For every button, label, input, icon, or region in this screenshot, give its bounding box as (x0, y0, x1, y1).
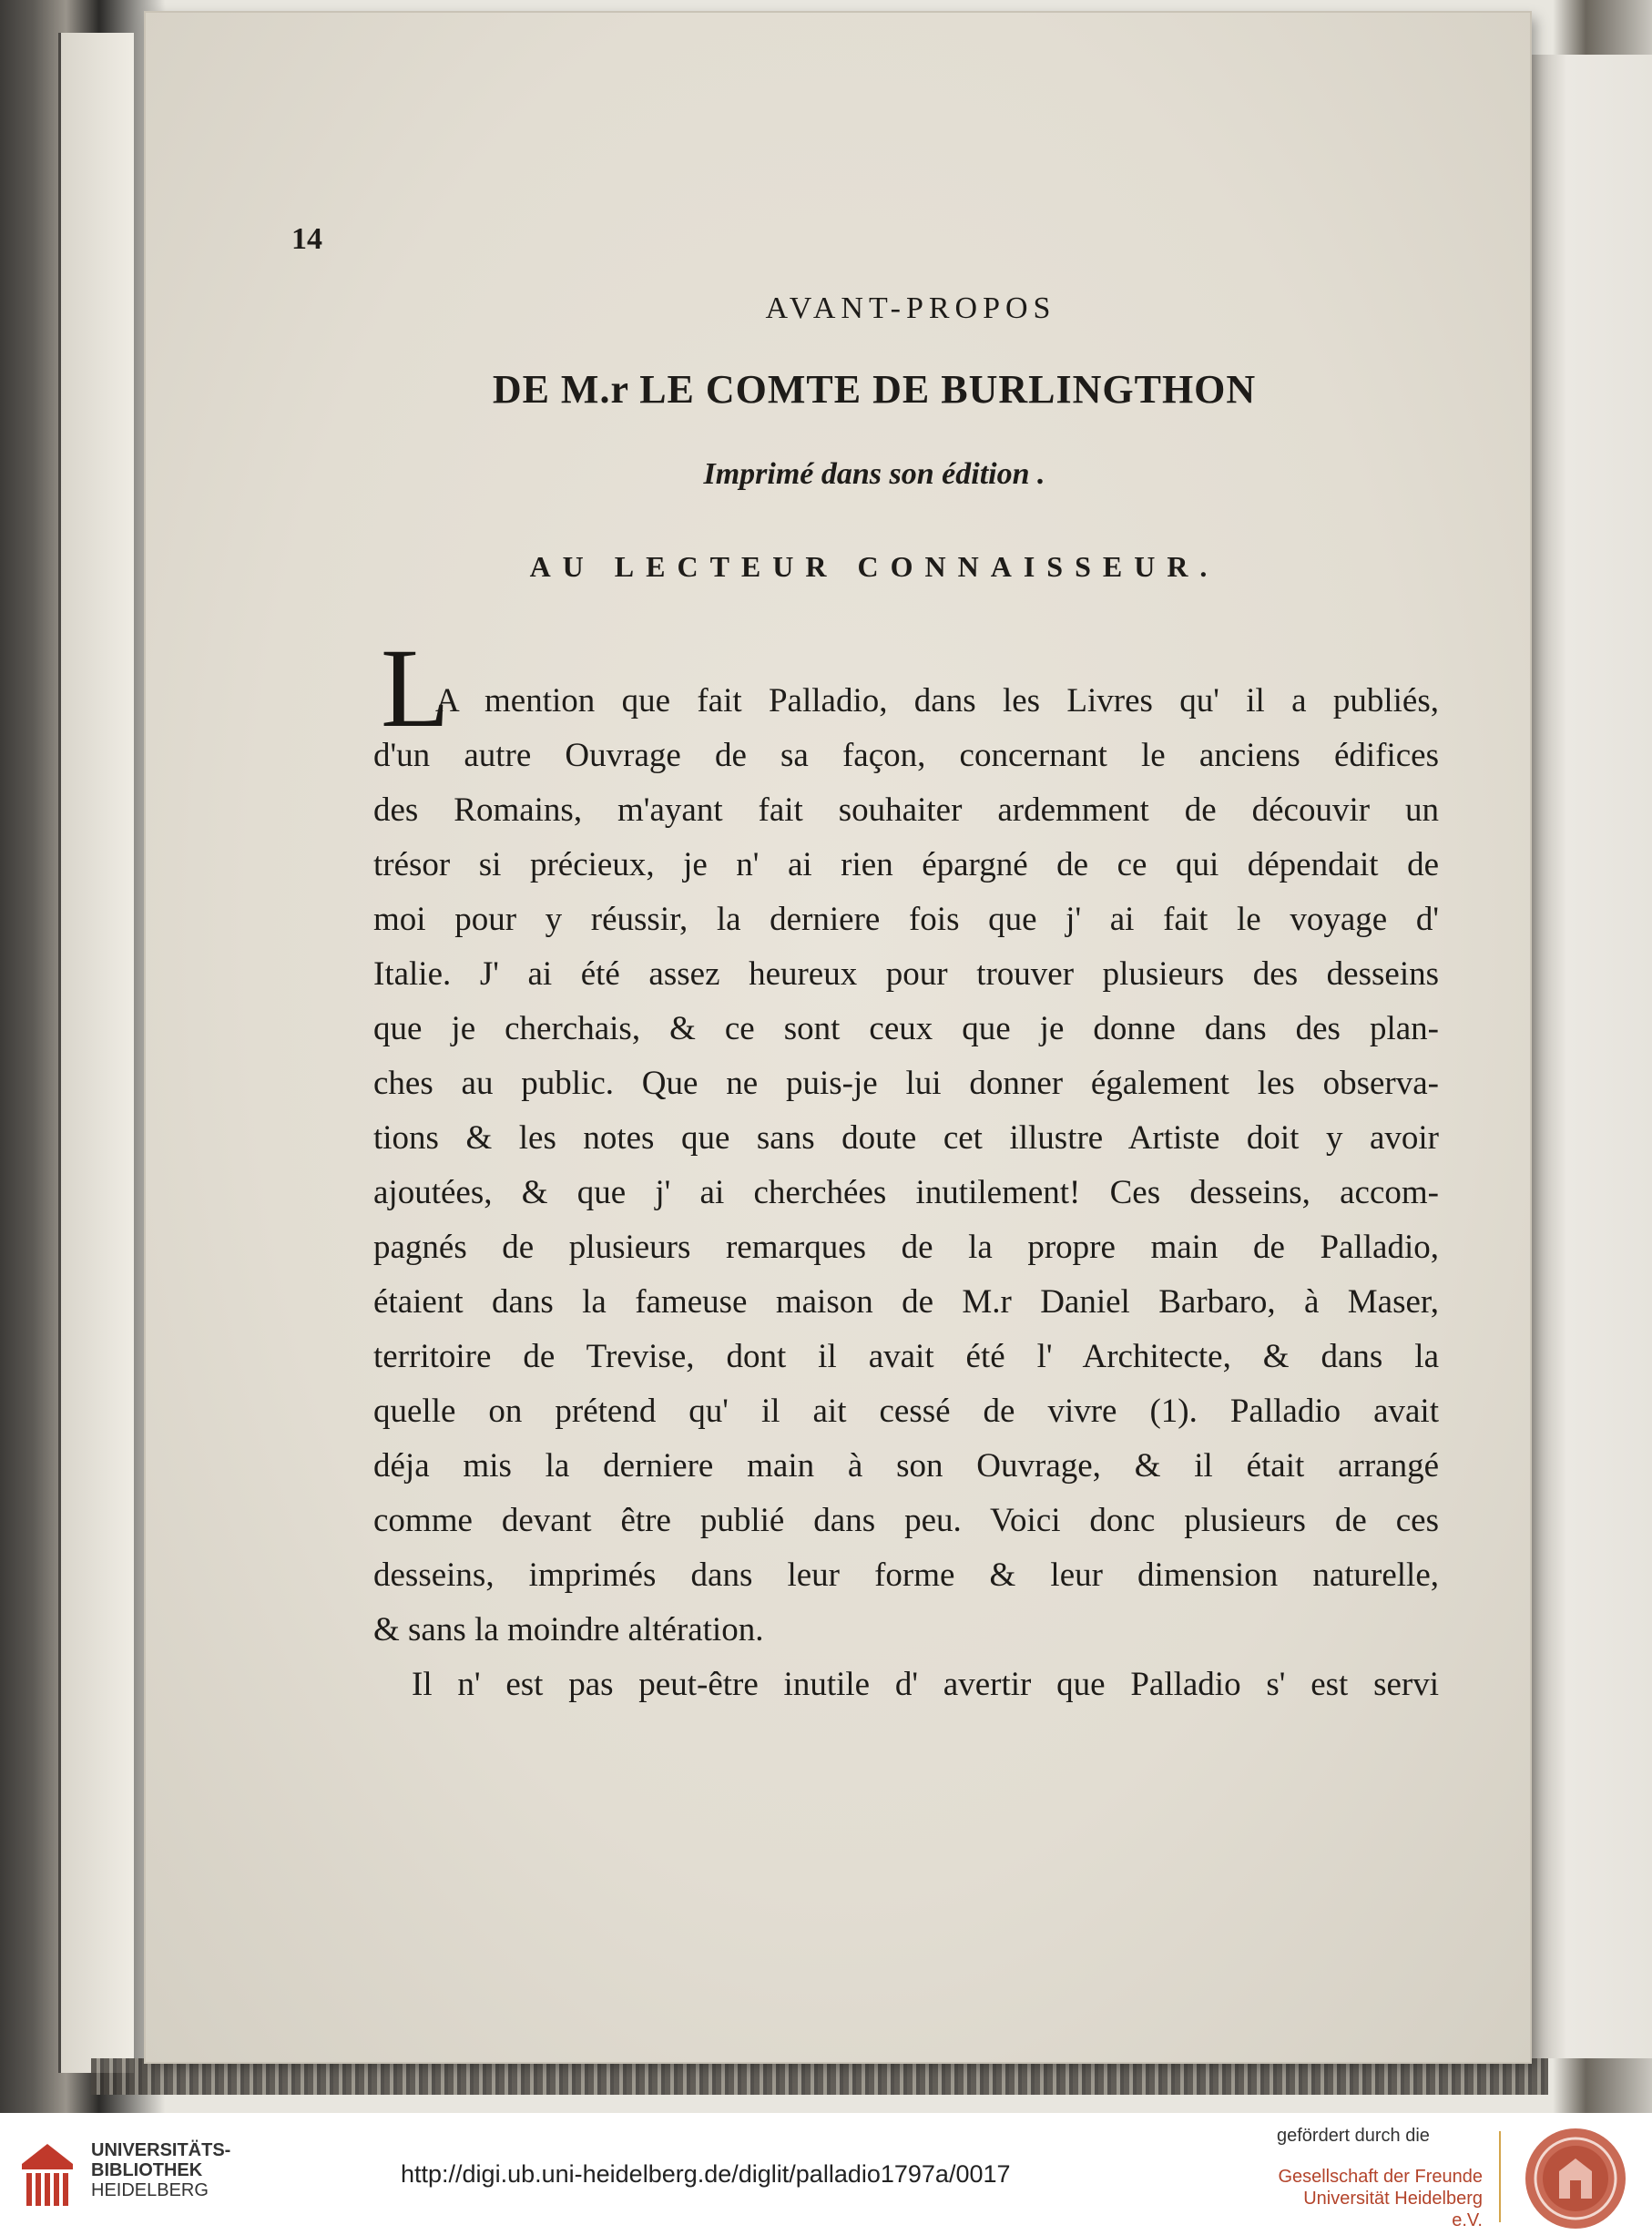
sponsor-name-line: Universität Heidelberg e.V. (1303, 2189, 1483, 2230)
text-line: ajoutées, & que j' ai cherchées inutilement! Ces desseins, accom- (373, 1174, 1439, 1211)
text-line: territoire de Trevise, dont il avait été l' Architecte, & dans la (373, 1338, 1439, 1375)
text-line: Il n' est pas peut-être inutile d' avertir que Palladio s' est servi (412, 1666, 1439, 1703)
drop-cap: L (381, 626, 450, 750)
library-logo-icon (18, 2137, 76, 2209)
footer-bar (0, 2113, 1652, 2235)
heading-avant-propos: AVANT-PROPOS (765, 291, 1056, 325)
text-line: A mention que fait Palladio, dans les Livres qu' il a publiés, (435, 682, 1439, 719)
heading-comte: DE M.r LE COMTE DE BURLINGTHON (492, 367, 1257, 412)
text-line: étaient dans la fameuse maison de M.r Daniel Barbaro, à Maser, (373, 1283, 1439, 1321)
text-line: que je cherchais, & ce sont ceux que je donne dans des plan- (373, 1010, 1439, 1047)
library-name-line: UNIVERSITÄTS- (91, 2140, 231, 2160)
text-line: pagnés de plusieurs remarques de la propre main de Palladio, (373, 1229, 1439, 1266)
text-line: d'un autre Ouvrage de sa façon, concernant le anciens édifices (373, 737, 1439, 774)
heading-imprime: Imprimé dans son édition . (703, 457, 1045, 491)
text-line: quelle on prétend qu' il ait cessé de vivre (1). Palladio avait (373, 1393, 1439, 1430)
sponsor-label: gefördert durch die (1277, 2126, 1430, 2146)
text-line: des Romains, m'ayant fait souhaiter ardemment de découvir un (373, 791, 1439, 829)
sponsor-name (1277, 2166, 1483, 2231)
text-line: Italie. J' ai été assez heureux pour trouver plusieurs des desseins (373, 955, 1439, 993)
heading-lecteur: AU LECTEUR CONNAISSEUR. (529, 550, 1219, 583)
text-line: moi pour y réussir, la derniere fois que j' ai fait le voyage d' (373, 901, 1439, 938)
page-number: 14 (291, 222, 322, 256)
text-line: ches au public. Que ne puis-je lui donner également les observa- (373, 1065, 1439, 1102)
text-line: comme devant être publié dans peu. Voici donc plusieurs de ces (373, 1502, 1439, 1539)
back-page-edge-left (58, 33, 134, 2073)
text-line: trésor si précieux, je n' ai rien épargné de ce qui dépendait de (373, 846, 1439, 883)
permalink-url[interactable]: http://digi.ub.uni-heidelberg.de/diglit/palladio1797a/0017 (401, 2160, 1011, 2188)
text-line: & sans la moindre altération. (373, 1611, 764, 1648)
sponsor-name-line: Gesellschaft der Freunde (1278, 2167, 1483, 2187)
footer-divider (1499, 2131, 1501, 2222)
text-line: tions & les notes que sans doute cet illustre Artiste doit y avoir (373, 1119, 1439, 1157)
library-name (91, 2140, 230, 2200)
facing-page-edge-right (1530, 55, 1652, 2058)
book-bottom-edge (91, 2058, 1548, 2095)
text-line: déja mis la derniere main à son Ouvrage, & il était arrangé (373, 1447, 1439, 1485)
text-line: desseins, imprimés dans leur forme & leur dimension naturelle, (373, 1556, 1439, 1594)
library-name-line: HEIDELBERG (91, 2180, 209, 2200)
university-seal-icon (1523, 2126, 1628, 2231)
library-name-line: BIBLIOTHEK (91, 2160, 203, 2180)
body-text (373, 674, 1439, 1712)
